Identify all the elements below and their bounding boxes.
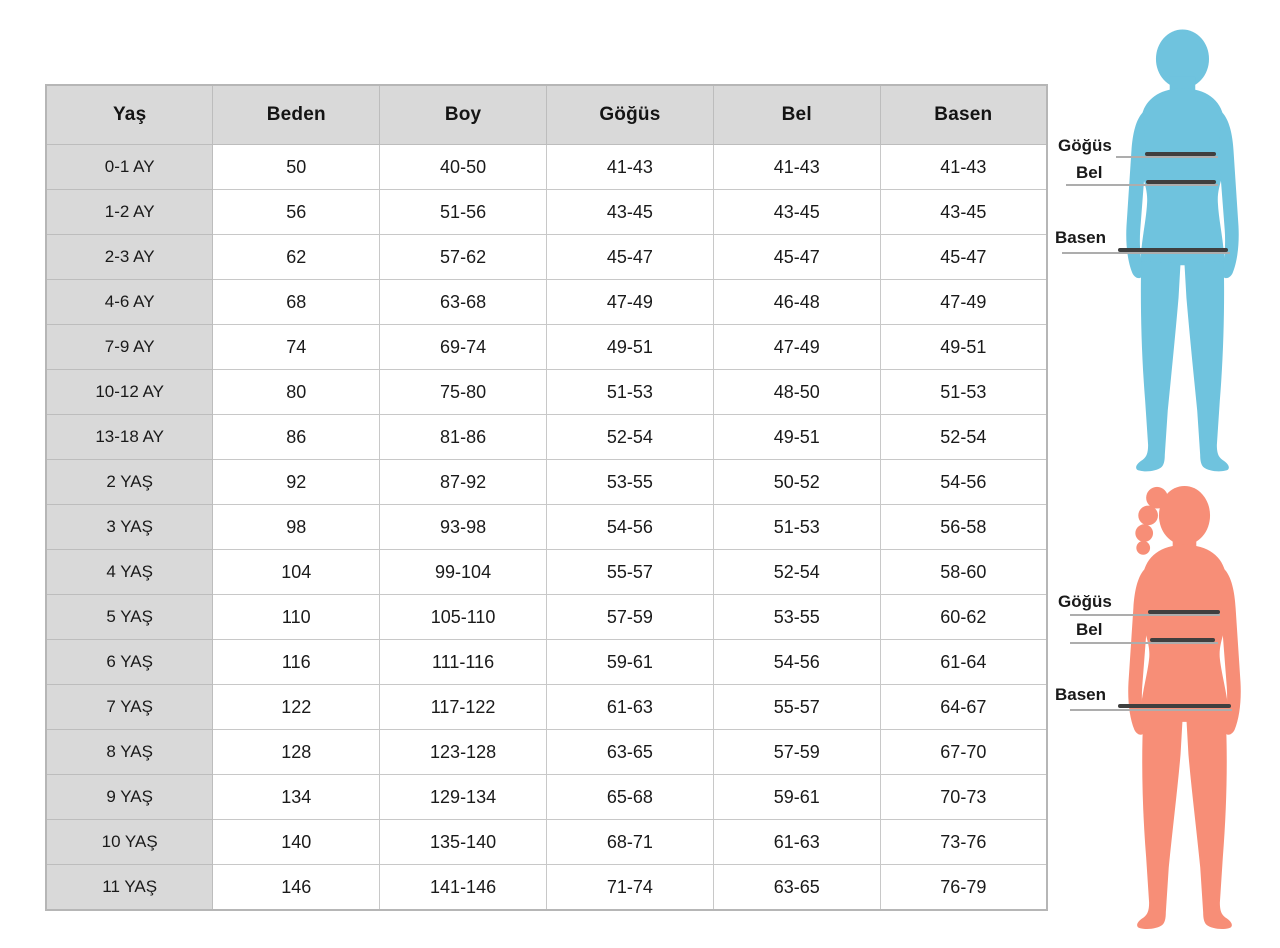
girl-hip-label: Basen bbox=[1055, 685, 1107, 704]
girl-waist-guide-line bbox=[1070, 642, 1218, 644]
table-row bbox=[46, 505, 1047, 550]
size-table-head-row bbox=[46, 85, 1047, 145]
age-cell: 5 YAŞ bbox=[46, 595, 213, 640]
value-cell: 75-80 bbox=[380, 370, 547, 415]
value-cell: 123-128 bbox=[380, 730, 547, 775]
boy-hip-measure-band bbox=[1118, 248, 1228, 252]
value-cell: 54-56 bbox=[713, 640, 880, 685]
value-cell: 87-92 bbox=[380, 460, 547, 505]
girl-chest-guide-line bbox=[1070, 614, 1220, 616]
value-cell: 43-45 bbox=[546, 190, 713, 235]
value-cell: 46-48 bbox=[713, 280, 880, 325]
value-cell: 62 bbox=[213, 235, 380, 280]
boy-hip-label: Basen bbox=[1055, 228, 1107, 247]
value-cell: 57-59 bbox=[713, 730, 880, 775]
value-cell: 76-79 bbox=[880, 865, 1047, 911]
value-cell: 51-56 bbox=[380, 190, 547, 235]
value-cell: 70-73 bbox=[880, 775, 1047, 820]
value-cell: 63-68 bbox=[380, 280, 547, 325]
age-cell: 7-9 AY bbox=[46, 325, 213, 370]
boy-chest-label: Göğüs bbox=[1058, 136, 1112, 155]
value-cell: 105-110 bbox=[380, 595, 547, 640]
boy-chest-guide-line bbox=[1116, 156, 1218, 158]
column-header: Bel bbox=[713, 85, 880, 145]
girl-waist-label: Bel bbox=[1076, 620, 1103, 639]
girl-hip-measure-band bbox=[1118, 704, 1231, 708]
girl-chest-measure-band bbox=[1148, 610, 1220, 614]
value-cell: 122 bbox=[213, 685, 380, 730]
value-cell: 61-64 bbox=[880, 640, 1047, 685]
age-cell: 2-3 AY bbox=[46, 235, 213, 280]
value-cell: 49-51 bbox=[880, 325, 1047, 370]
age-cell: 10-12 AY bbox=[46, 370, 213, 415]
value-cell: 59-61 bbox=[546, 640, 713, 685]
boy-waist-measure-band bbox=[1146, 180, 1216, 184]
value-cell: 41-43 bbox=[880, 145, 1047, 190]
age-cell: 10 YAŞ bbox=[46, 820, 213, 865]
value-cell: 61-63 bbox=[546, 685, 713, 730]
age-cell: 1-2 AY bbox=[46, 190, 213, 235]
table-row bbox=[46, 370, 1047, 415]
value-cell: 55-57 bbox=[713, 685, 880, 730]
table-row bbox=[46, 145, 1047, 190]
table-row bbox=[46, 235, 1047, 280]
age-cell: 8 YAŞ bbox=[46, 730, 213, 775]
value-cell: 49-51 bbox=[713, 415, 880, 460]
table-row bbox=[46, 595, 1047, 640]
value-cell: 48-50 bbox=[713, 370, 880, 415]
value-cell: 41-43 bbox=[546, 145, 713, 190]
boy-hip-guide-line bbox=[1062, 252, 1230, 254]
value-cell: 52-54 bbox=[713, 550, 880, 595]
table-row bbox=[46, 730, 1047, 775]
value-cell: 43-45 bbox=[880, 190, 1047, 235]
value-cell: 51-53 bbox=[713, 505, 880, 550]
column-header: Basen bbox=[880, 85, 1047, 145]
table-row bbox=[46, 820, 1047, 865]
value-cell: 99-104 bbox=[380, 550, 547, 595]
value-cell: 110 bbox=[213, 595, 380, 640]
value-cell: 50-52 bbox=[713, 460, 880, 505]
value-cell: 80 bbox=[213, 370, 380, 415]
age-cell: 2 YAŞ bbox=[46, 460, 213, 505]
age-cell: 4-6 AY bbox=[46, 280, 213, 325]
value-cell: 40-50 bbox=[380, 145, 547, 190]
value-cell: 117-122 bbox=[380, 685, 547, 730]
value-cell: 63-65 bbox=[713, 865, 880, 911]
value-cell: 52-54 bbox=[546, 415, 713, 460]
value-cell: 71-74 bbox=[546, 865, 713, 911]
value-cell: 58-60 bbox=[880, 550, 1047, 595]
boy-waist-guide-line bbox=[1066, 184, 1218, 186]
value-cell: 54-56 bbox=[880, 460, 1047, 505]
value-cell: 111-116 bbox=[380, 640, 547, 685]
value-cell: 56-58 bbox=[880, 505, 1047, 550]
value-cell: 69-74 bbox=[380, 325, 547, 370]
column-header: Yaş bbox=[46, 85, 213, 145]
value-cell: 93-98 bbox=[380, 505, 547, 550]
value-cell: 59-61 bbox=[713, 775, 880, 820]
value-cell: 61-63 bbox=[713, 820, 880, 865]
value-cell: 64-67 bbox=[880, 685, 1047, 730]
value-cell: 68-71 bbox=[546, 820, 713, 865]
value-cell: 63-65 bbox=[546, 730, 713, 775]
size-table bbox=[45, 84, 1048, 911]
boy-waist-label: Bel bbox=[1076, 163, 1103, 182]
value-cell: 65-68 bbox=[546, 775, 713, 820]
value-cell: 81-86 bbox=[380, 415, 547, 460]
value-cell: 55-57 bbox=[546, 550, 713, 595]
column-header: Boy bbox=[380, 85, 547, 145]
value-cell: 47-49 bbox=[880, 280, 1047, 325]
value-cell: 57-62 bbox=[380, 235, 547, 280]
value-cell: 51-53 bbox=[546, 370, 713, 415]
value-cell: 146 bbox=[213, 865, 380, 911]
value-cell: 57-59 bbox=[546, 595, 713, 640]
value-cell: 41-43 bbox=[713, 145, 880, 190]
value-cell: 135-140 bbox=[380, 820, 547, 865]
age-cell: 3 YAŞ bbox=[46, 505, 213, 550]
age-cell: 6 YAŞ bbox=[46, 640, 213, 685]
column-header: Göğüs bbox=[546, 85, 713, 145]
table-row bbox=[46, 460, 1047, 505]
value-cell: 129-134 bbox=[380, 775, 547, 820]
value-cell: 73-76 bbox=[880, 820, 1047, 865]
table-row bbox=[46, 685, 1047, 730]
value-cell: 47-49 bbox=[713, 325, 880, 370]
table-row bbox=[46, 640, 1047, 685]
girl-waist-measure-band bbox=[1150, 638, 1215, 642]
girl-chest-label: Göğüs bbox=[1058, 592, 1112, 611]
value-cell: 45-47 bbox=[713, 235, 880, 280]
table-row bbox=[46, 280, 1047, 325]
value-cell: 67-70 bbox=[880, 730, 1047, 775]
value-cell: 86 bbox=[213, 415, 380, 460]
value-cell: 50 bbox=[213, 145, 380, 190]
value-cell: 54-56 bbox=[546, 505, 713, 550]
value-cell: 60-62 bbox=[880, 595, 1047, 640]
table-row bbox=[46, 775, 1047, 820]
value-cell: 98 bbox=[213, 505, 380, 550]
value-cell: 92 bbox=[213, 460, 380, 505]
value-cell: 52-54 bbox=[880, 415, 1047, 460]
boy-chest-measure-band bbox=[1145, 152, 1216, 156]
value-cell: 128 bbox=[213, 730, 380, 775]
value-cell: 49-51 bbox=[546, 325, 713, 370]
value-cell: 47-49 bbox=[546, 280, 713, 325]
age-cell: 9 YAŞ bbox=[46, 775, 213, 820]
value-cell: 74 bbox=[213, 325, 380, 370]
column-header: Beden bbox=[213, 85, 380, 145]
value-cell: 68 bbox=[213, 280, 380, 325]
table-row bbox=[46, 190, 1047, 235]
age-cell: 13-18 AY bbox=[46, 415, 213, 460]
size-table-body bbox=[46, 145, 1047, 911]
table-row bbox=[46, 550, 1047, 595]
value-cell: 45-47 bbox=[546, 235, 713, 280]
value-cell: 56 bbox=[213, 190, 380, 235]
value-cell: 104 bbox=[213, 550, 380, 595]
age-cell: 4 YAŞ bbox=[46, 550, 213, 595]
value-cell: 51-53 bbox=[880, 370, 1047, 415]
table-row bbox=[46, 415, 1047, 460]
value-cell: 43-45 bbox=[713, 190, 880, 235]
girl-silhouette bbox=[1098, 476, 1270, 948]
table-row bbox=[46, 325, 1047, 370]
age-cell: 11 YAŞ bbox=[46, 865, 213, 911]
value-cell: 53-55 bbox=[546, 460, 713, 505]
value-cell: 116 bbox=[213, 640, 380, 685]
table-row bbox=[46, 865, 1047, 911]
girl-hip-guide-line bbox=[1070, 709, 1232, 711]
value-cell: 45-47 bbox=[880, 235, 1047, 280]
value-cell: 141-146 bbox=[380, 865, 547, 911]
age-cell: 0-1 AY bbox=[46, 145, 213, 190]
age-cell: 7 YAŞ bbox=[46, 685, 213, 730]
value-cell: 53-55 bbox=[713, 595, 880, 640]
value-cell: 140 bbox=[213, 820, 380, 865]
value-cell: 134 bbox=[213, 775, 380, 820]
